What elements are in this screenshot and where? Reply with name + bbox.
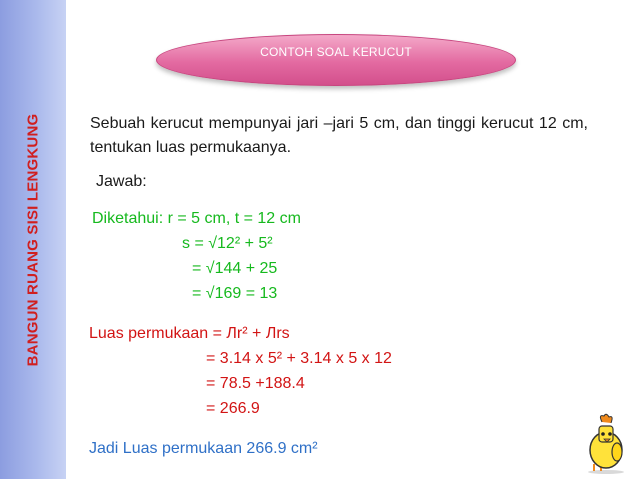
answer-heading: Jawab: — [96, 173, 147, 190]
area-line-1: Luas permukaan = Лr² + Лrs — [89, 325, 290, 342]
title-banner — [156, 34, 516, 86]
chick-icon — [584, 412, 628, 474]
known-line-1: Diketahui: r = 5 cm, t = 12 cm — [92, 210, 301, 227]
known-line-2: s = √12² + 5² — [182, 235, 273, 252]
known-line-4: = √169 = 13 — [192, 285, 278, 302]
conclusion: Jadi Luas permukaan 266.9 cm² — [89, 440, 318, 457]
area-line-2: = 3.14 x 5² + 3.14 x 5 x 12 — [206, 350, 392, 367]
page-title: CONTOH SOAL KERUCUT — [260, 45, 412, 59]
known-line-3: = √144 + 25 — [192, 260, 278, 277]
area-line-3: = 78.5 +188.4 — [206, 375, 305, 392]
problem-statement: Sebuah kerucut mempunyai jari –jari 5 cm, dan tinggi kerucut 12 cm, tentukan luas permukaanya. — [90, 115, 588, 156]
sidebar — [0, 0, 66, 479]
area-line-4: = 266.9 — [206, 400, 260, 417]
sidebar-title: BANGUN RUANG SISI LENGKUNG — [24, 113, 42, 367]
